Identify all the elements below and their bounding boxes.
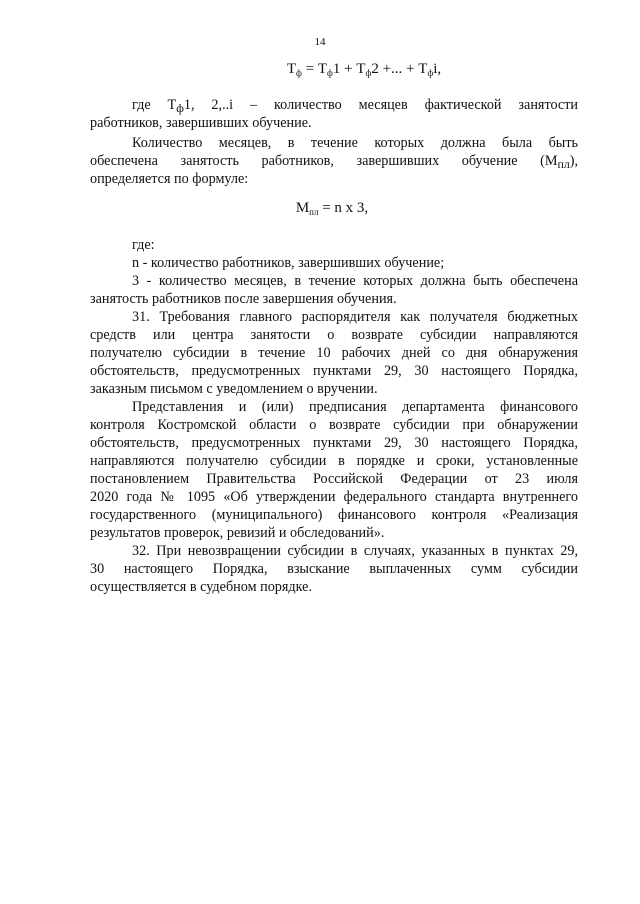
text-fragment: M (295, 200, 310, 216)
text-line: направляются получателю субсидии в порядке и сроки, установленные (90, 453, 578, 469)
text-line: средств или центра занятости о возврате субсидии направляются (90, 327, 578, 343)
paragraph-32 (90, 542, 578, 596)
text-line: где: (132, 237, 155, 253)
text-fragment: i, (433, 61, 442, 77)
text-fragment: 2 +... + (371, 61, 419, 77)
subscript: пл (309, 207, 319, 217)
text-line: контроля Костромской области о возврате субсидии при обнаружении (90, 417, 578, 433)
text-line: постановлением Правительства Российской Федерации от 23 июля (90, 471, 578, 487)
formula-planned-months (12, 200, 640, 217)
text-line: 32. При невозвращении субсидии в случаях, указанных в пунктах 29, (132, 543, 578, 559)
text-line: 2020 года № 1095 «Об утверждении федерального стандарта внутреннего (90, 489, 578, 505)
text-fragment: обеспечена занятость работников, завершивших обучение (M (90, 153, 558, 169)
text-fragment: ), (569, 153, 578, 169)
subscript: ф (296, 68, 302, 78)
text-fragment: 1 + (332, 61, 357, 77)
page-number: 14 (314, 36, 326, 48)
text-line: заказным письмом с уведомлением о вручении. (90, 381, 378, 397)
subscript: ф (176, 101, 184, 115)
text-line: получателю субсидии в течение 10 рабочих дней со дня обнаружения (90, 345, 578, 361)
text-fragment: где T (132, 97, 177, 113)
text-fragment: T (317, 61, 327, 77)
formula-total-months (44, 61, 640, 78)
text-line: обстоятельств, предусмотренных пунктами 29, 30 настоящего Порядка, (90, 363, 578, 379)
subscript: ф (365, 68, 372, 78)
subscript: ф (326, 68, 333, 78)
text-line: занятость работников после завершения обучения. (90, 291, 397, 307)
paragraph-representations (90, 398, 578, 542)
months-paragraph (90, 134, 578, 188)
where-definition-1 (90, 96, 578, 132)
text-line: определяется по формуле: (90, 171, 249, 187)
text-line: обстоятельств, предусмотренных пунктами 29, 30 настоящего Порядка, (90, 435, 578, 451)
text-line: 30 настоящего Порядка, взыскание выплаченных сумм субсидии (90, 561, 578, 577)
subscript: ф (427, 68, 434, 78)
text-fragment: T (286, 61, 296, 77)
text-line: осуществляется в судебном порядке. (90, 579, 313, 595)
text-fragment: 1, 2,..i – количество месяцев фактической занятости (183, 97, 578, 113)
paragraph-31 (90, 308, 578, 398)
text-line: Количество месяцев, в течение которых должна была быть (132, 135, 578, 151)
text-line (90, 96, 578, 114)
text-fragment: T (356, 61, 366, 77)
text-line: Представления и (или) предписания департамента финансового (132, 399, 578, 415)
text-line: 3 - количество месяцев, в течение которых должна быть обеспечена (132, 273, 578, 289)
text-fragment: = (301, 61, 318, 77)
text-line: государственного (муниципального) финансового контроля «Реализация (90, 507, 578, 523)
text-fragment: T (418, 61, 428, 77)
text-line: результатов проверок, ревизий и обследований». (90, 525, 385, 541)
text-line (90, 152, 578, 170)
text-line: n - количество работников, завершивших обучение; (132, 255, 445, 271)
where-definition-2 (90, 236, 578, 308)
text-fragment: = n x 3, (318, 200, 369, 216)
text-line: работников, завершивших обучение. (90, 115, 312, 131)
subscript: пл (557, 157, 570, 171)
text-line: 31. Требования главного распорядителя как получателя бюджетных (132, 309, 578, 325)
